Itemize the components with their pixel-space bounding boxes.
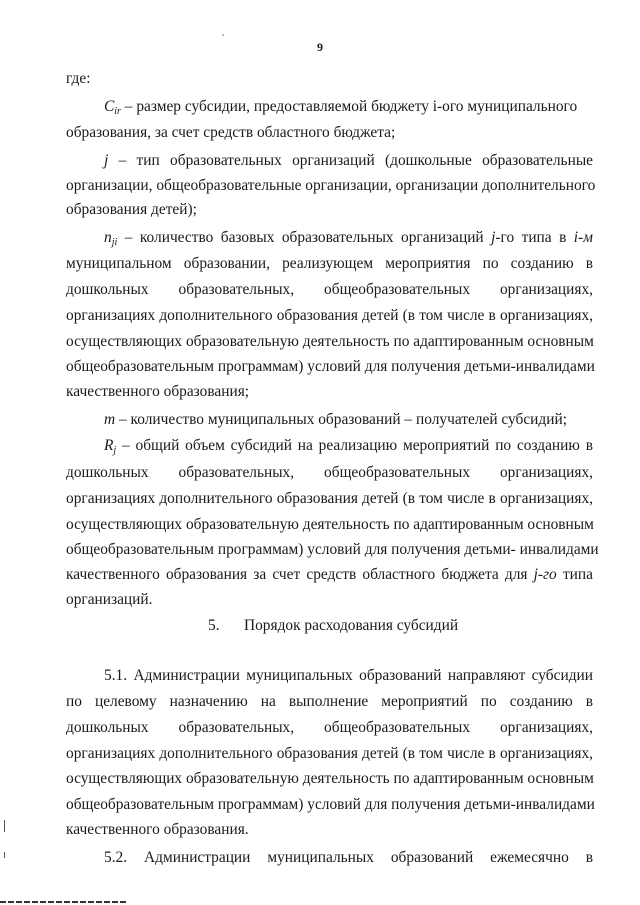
- def-n-line-2: муниципальном образовании, реализующем мероприятия по созданию в: [66, 255, 593, 272]
- symbol-m: m: [104, 411, 116, 428]
- def-r-line-4: осуществляющих образовательную деятельность по адаптированным основным: [66, 516, 594, 533]
- def-r-text: – общий объем субсидий на реализацию мероприятий по созданию в: [116, 437, 593, 454]
- p51-line-5: осуществляющих образовательную деятельность по адаптированным основным: [66, 770, 594, 787]
- def-r-line-6b: j-го: [533, 566, 557, 583]
- p51-line-7: качественного образования.: [66, 821, 249, 838]
- p51-line-4: организациях дополнительного образования детей (в том числе в организациях,: [66, 745, 593, 762]
- def-c-line-2: образования, за счет средств областного бюджета;: [66, 124, 396, 141]
- def-m-text: – количество муниципальных образований – получателей субсидий;: [115, 411, 567, 428]
- symbol-r-sub: j: [113, 445, 117, 456]
- def-n-line-4: организациях дополнительного образования детей (в том числе в организациях,: [66, 307, 593, 324]
- def-j-line-2: организации, общеобразовательные организации, организации дополнительного: [66, 177, 596, 194]
- def-j-line-1: [104, 152, 593, 170]
- p51-line-3: дошкольных образовательных, общеобразовательных организациях,: [66, 719, 593, 736]
- def-n-line-7: качественного образования;: [66, 383, 250, 400]
- def-n-line-1: [104, 229, 593, 247]
- def-n-text-b: -го типа в: [495, 229, 574, 246]
- scan-margin-mark: [4, 852, 5, 858]
- def-n-text-a: – количество базовых образовательных организаций: [117, 229, 492, 246]
- page-number: 9: [317, 40, 323, 54]
- def-j-line-3: образования детей);: [66, 201, 197, 218]
- def-n-line-3: дошкольных образовательных, общеобразовательных организациях,: [66, 281, 593, 298]
- intro-text: где:: [66, 70, 91, 87]
- scan-margin-mark: [4, 820, 5, 832]
- def-j-text: – тип образовательных организаций (дошкольные образовательные: [108, 152, 593, 169]
- def-n-j: j: [491, 229, 496, 246]
- p51-line-1: 5.1. Администрации муниципальных образований направляют субсидии: [104, 667, 593, 684]
- def-r-line-1: [104, 437, 593, 455]
- def-r-line-6a: качественного образования за счет средств областного бюджета для: [66, 566, 534, 583]
- section-heading: [208, 617, 458, 635]
- scan-speck: [222, 34, 224, 36]
- def-r-line-7: организаций.: [66, 591, 153, 608]
- symbol-r: R: [104, 437, 114, 454]
- def-c-line-1: [104, 98, 593, 116]
- scan-bottom-rule: [0, 901, 128, 903]
- p51-line-6: общеобразовательным программам) условий для получения детьми-инвалидами: [66, 796, 595, 813]
- symbol-j: j: [104, 152, 109, 169]
- def-r-line-3: организациях дополнительного образования детей (в том числе в организациях,: [66, 490, 593, 507]
- p51-line-2: по целевому назначению на выполнение мероприятий по созданию в: [66, 693, 593, 710]
- def-r-line-2: дошкольных образовательных, общеобразовательных организациях,: [66, 464, 593, 481]
- def-n-line-5: осуществляющих образовательную деятельность по адаптированным основным: [66, 333, 594, 350]
- symbol-c-sub: ir: [114, 106, 121, 117]
- def-r-line-5: общеобразовательным программам) условий для получения детьми- инвалидами: [66, 541, 599, 558]
- def-c-text: – размер субсидии, предоставляемой бюджету i-ого муниципального: [120, 98, 578, 115]
- section-title: Порядок расходования субсидий: [244, 617, 459, 634]
- def-r-line-6: [66, 566, 593, 584]
- def-r-line-6c: типа: [556, 566, 593, 583]
- def-n-line-6: общеобразовательным программам) условий для получения детьми-инвалидами: [66, 358, 595, 375]
- p52-line-1: 5.2. Администрации муниципальных образований ежемесячно в: [104, 849, 593, 866]
- symbol-n-sub: ji: [111, 237, 118, 248]
- symbol-c: C: [104, 98, 115, 115]
- def-n-i: i-м: [573, 229, 594, 246]
- symbol-n: n: [104, 229, 112, 246]
- section-number: 5.: [208, 617, 220, 634]
- def-m-line-1: [104, 411, 593, 429]
